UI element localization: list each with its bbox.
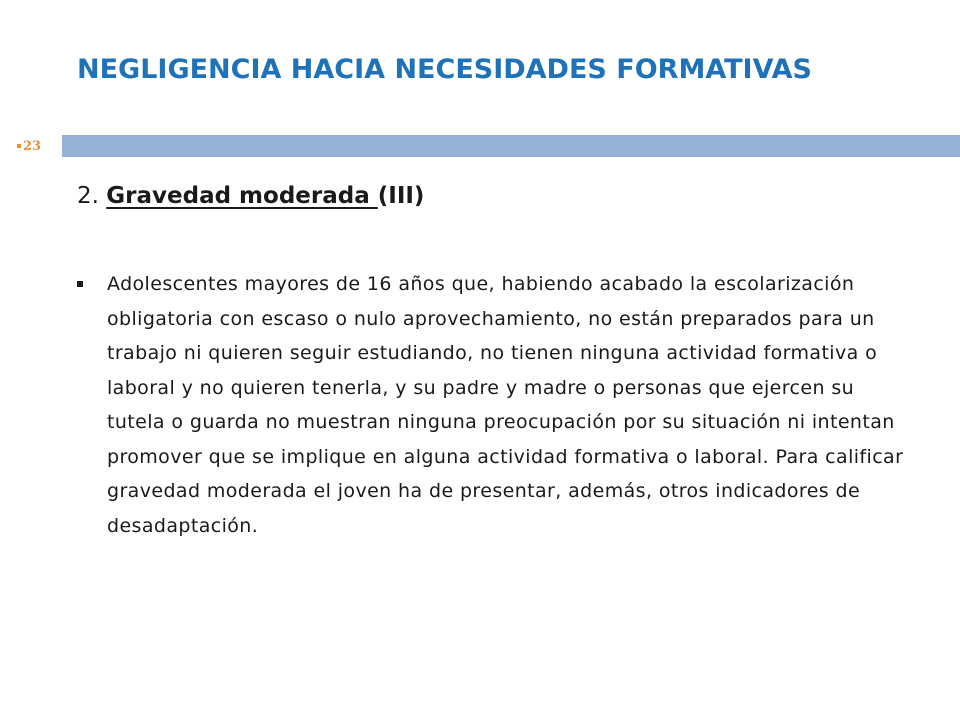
section-heading <box>77 183 424 209</box>
page-number-badge <box>0 132 58 160</box>
bullet-item <box>77 267 917 543</box>
square-bullet-icon <box>77 281 83 287</box>
bullet-text: Adolescentes mayores de 16 años que, habiendo acabado la escolarización obligatoria con escaso o nulo aprovechamiento, no están preparados para un trabajo ni quieren seguir estudiando, no tienen ninguna actividad formativa o laboral y no quieren tenerla, y su padre y madre o personas que ejercen su tutela o guarda no muestran ninguna preocupación por su situación ni intentan promover que se implique en alguna actividad formativa o laboral. Para calificar gravedad moderada el joven ha de presentar, además, otros indicadores de desadaptación. <box>107 273 904 537</box>
page-number: 23 <box>22 138 42 154</box>
page-number-bullet-icon <box>17 144 21 148</box>
slide-title: NEGLIGENCIA HACIA NECESIDADES FORMATIVAS <box>77 54 812 85</box>
section-number: 2. <box>77 183 107 209</box>
page-number-wrapper <box>17 139 41 154</box>
section-heading-underlined: Gravedad moderada <box>106 183 378 209</box>
header-accent-bar <box>62 135 960 157</box>
bullet-list <box>77 267 917 543</box>
section-heading-suffix: (III) <box>377 183 425 209</box>
